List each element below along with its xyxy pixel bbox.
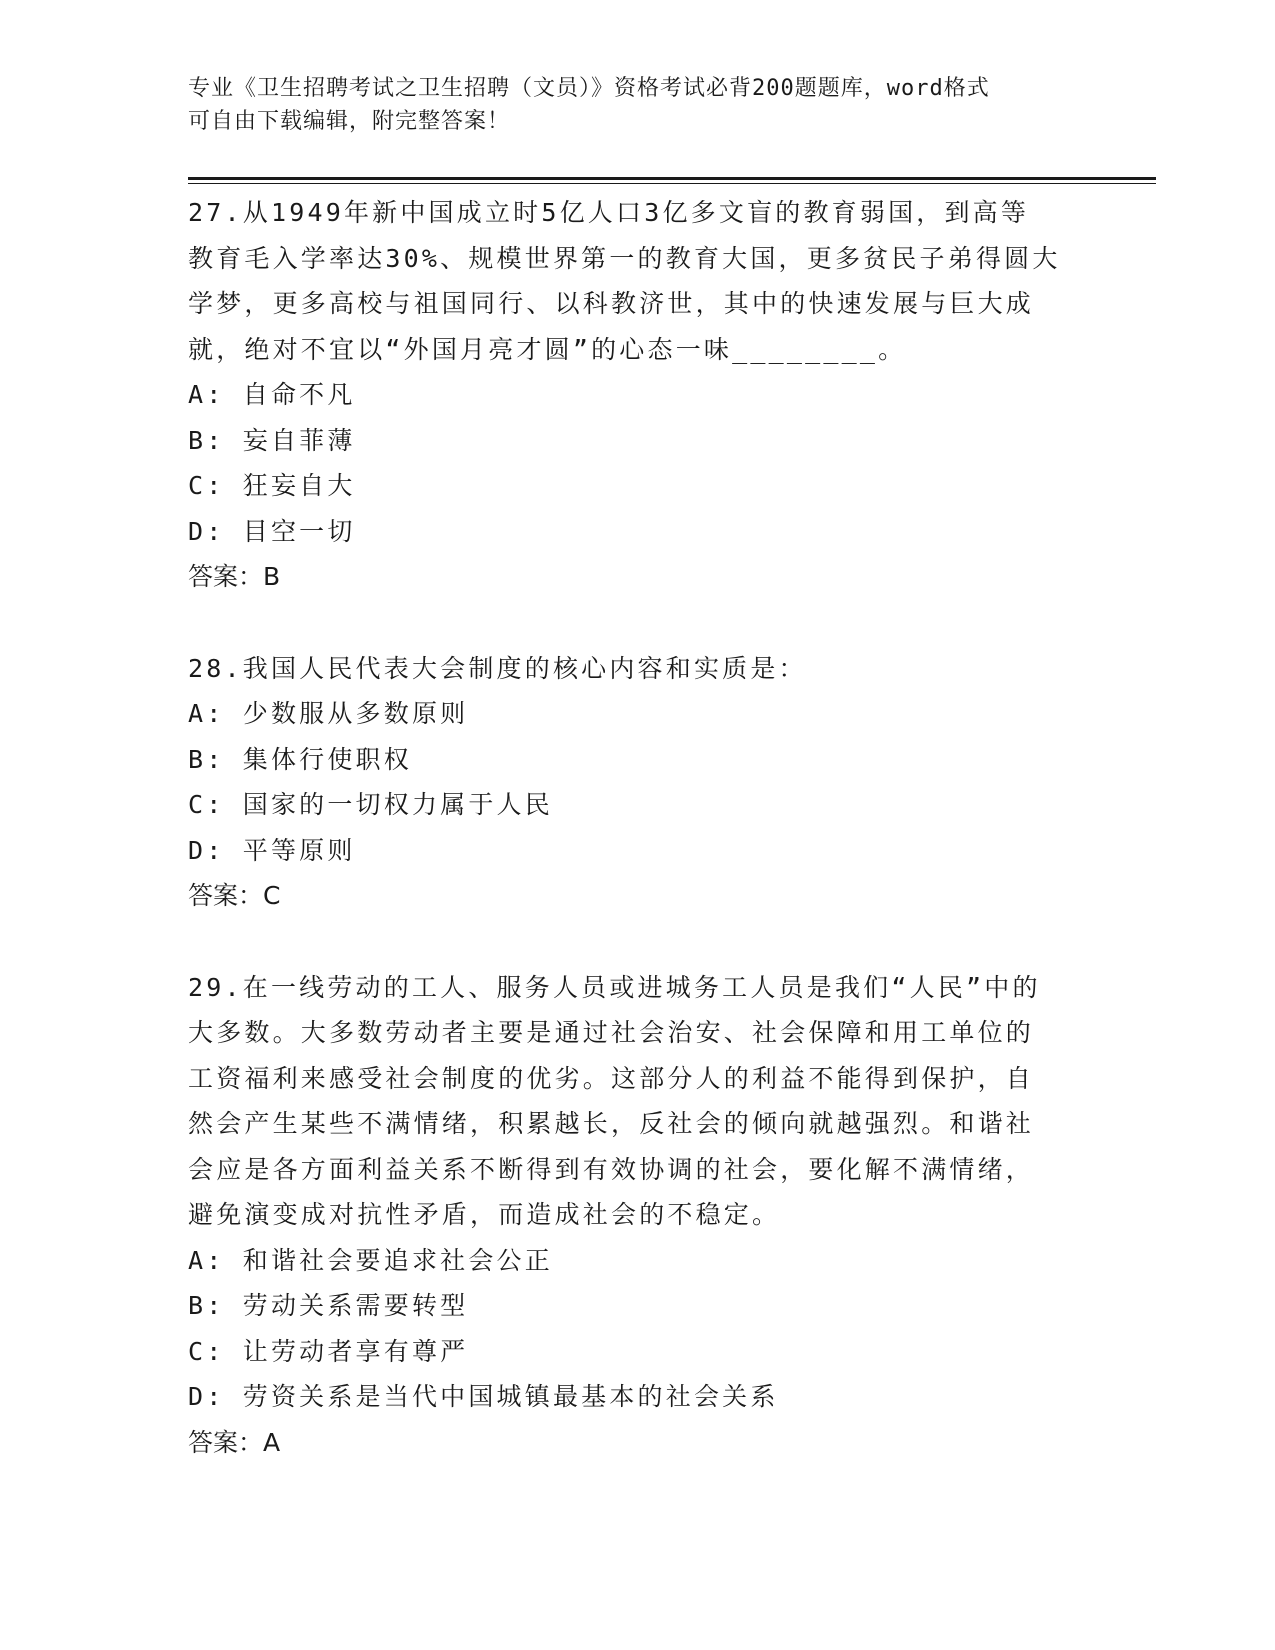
question-text [188,190,1088,372]
question-line: 27.从1949年新中国成立时5亿人口3亿多文盲的教育弱国，到高等 [188,198,1030,227]
question-line: 然会产生某些不满情绪，积累越长，反社会的倾向就越强烈。和谐社 [188,1109,1035,1138]
question-text [188,965,1088,1238]
header-line: 专业《卫生招聘考试之卫生招聘（文员）》资格考试必背200题题库，word格式 [188,76,990,101]
question-line: 教育毛入学率达30%、规模世界第一的教育大国，更多贫民子弟得圆大 [188,243,1061,273]
question-line: 避免演变成对抗性矛盾，而造成社会的不稳定。 [188,1200,781,1229]
question-line: 就，绝对不宜以“外国月亮才圆”的心态一味________。 [188,334,907,364]
document-header [188,72,1088,138]
answer: 答案：B [188,562,281,591]
option-b: B: 妄自菲薄 [188,425,356,455]
question-29 [188,965,1088,1466]
option-a: A: 和谐社会要追求社会公正 [188,1245,553,1275]
option-c: C: 让劳动者享有尊严 [188,1336,469,1366]
option-a: A: 自命不凡 [188,380,356,409]
option-c: C: 狂妄自大 [188,471,356,500]
answer: 答案：A [188,1427,281,1457]
question-28 [188,646,1088,919]
question-list [188,190,1088,1511]
header-divider-thick [188,177,1156,180]
question-line: 29.在一线劳动的工人、服务人员或进城务工人员是我们“人民”中的 [188,972,1041,1002]
question-line: 会应是各方面利益关系不断得到有效协调的社会，要化解不满情绪， [188,1154,1035,1184]
option-a: A: 少数服从多数原则 [188,699,469,728]
question-line: 大多数。大多数劳动者主要是通过社会治安、社会保障和用工单位的 [188,1018,1035,1047]
answer: 答案：C [188,881,281,910]
question-line: 学梦，更多高校与祖国同行、以科教济世，其中的快速发展与巨大成 [188,289,1035,318]
header-line: 可自由下载编辑，附完整答案！ [188,109,511,134]
option-d: D: 劳资关系是当代中国城镇最基本的社会关系 [188,1382,779,1411]
question-text [188,646,1088,692]
header-divider-thin [188,183,1156,184]
option-b: B: 劳动关系需要转型 [188,1291,469,1320]
question-27 [188,190,1088,600]
option-d: D: 平等原则 [188,835,356,865]
question-line: 28.我国人民代表大会制度的核心内容和实质是： [188,653,807,683]
option-b: B: 集体行使职权 [188,744,412,774]
option-d: D: 目空一切 [188,516,356,546]
question-line: 工资福利来感受社会制度的优劣。这部分人的利益不能得到保护，自 [188,1063,1035,1093]
option-c: C: 国家的一切权力属于人民 [188,790,553,819]
